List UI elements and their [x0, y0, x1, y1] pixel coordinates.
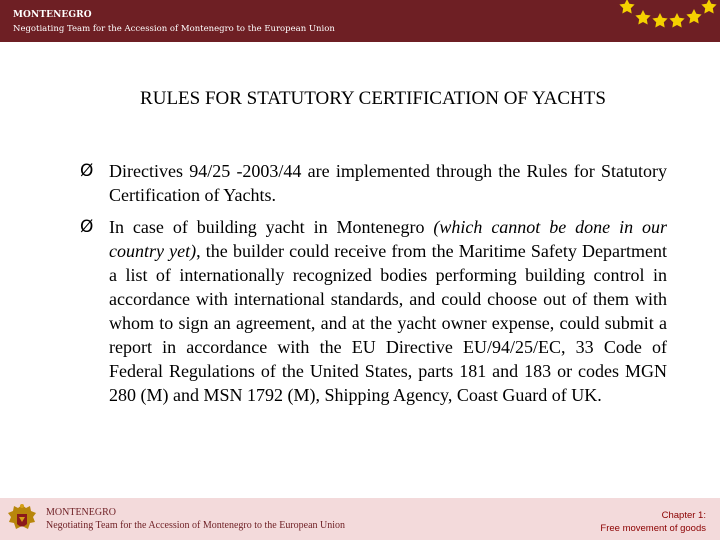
header-country: MONTENEGRO	[13, 10, 92, 20]
bullet-text-2-part-1: In case of building yacht in Montenegro	[109, 217, 434, 237]
montenegro-coat-of-arms-icon	[4, 502, 40, 538]
header-team: Negotiating Team for the Accession of Montenegro to the European Union	[13, 24, 335, 34]
bullet-text-2-italic: (which cannot be done in our country yet)	[109, 217, 667, 261]
footer-bar	[0, 498, 720, 540]
footer-country: MONTENEGRO	[46, 507, 116, 518]
footer-chapter	[600, 509, 706, 535]
bullet-marker-2: Ø	[80, 217, 94, 237]
bullet-text-2-part-2: , the builder could receive from the Maritime Safety Department a list of internationally recognized bodies performing building control in accordance with international standards, and could choose out of them with whom to sign an agreement, and at the yacht owner expense, could submit a report in accordance with the EU Directive EU/94/25/EC, 33 Code of Federal Regulations of the United States, parts 181 and 183 or codes MGN 280 (M) and MSN 1792 (M), Shipping Agency, Coast Guard of UK.	[109, 241, 668, 405]
footer-chapter-title: Free movement of goods	[600, 523, 706, 534]
bullet-text-1: Directives 94/25 -2003/44 are implemented through the Rules for Statutory Certification of Yachts.	[109, 161, 667, 205]
slide-title: RULES FOR STATUTORY CERTIFICATION OF YACHTS	[140, 88, 606, 109]
footer-team: Negotiating Team for the Accession of Montenegro to the European Union	[46, 520, 346, 531]
bullet-marker-1: Ø	[80, 161, 94, 181]
eu-stars-icon	[610, 0, 720, 42]
bullet-text-2	[109, 215, 667, 407]
footer-chapter-number: Chapter 1:	[661, 510, 706, 521]
header-bar	[0, 0, 720, 42]
